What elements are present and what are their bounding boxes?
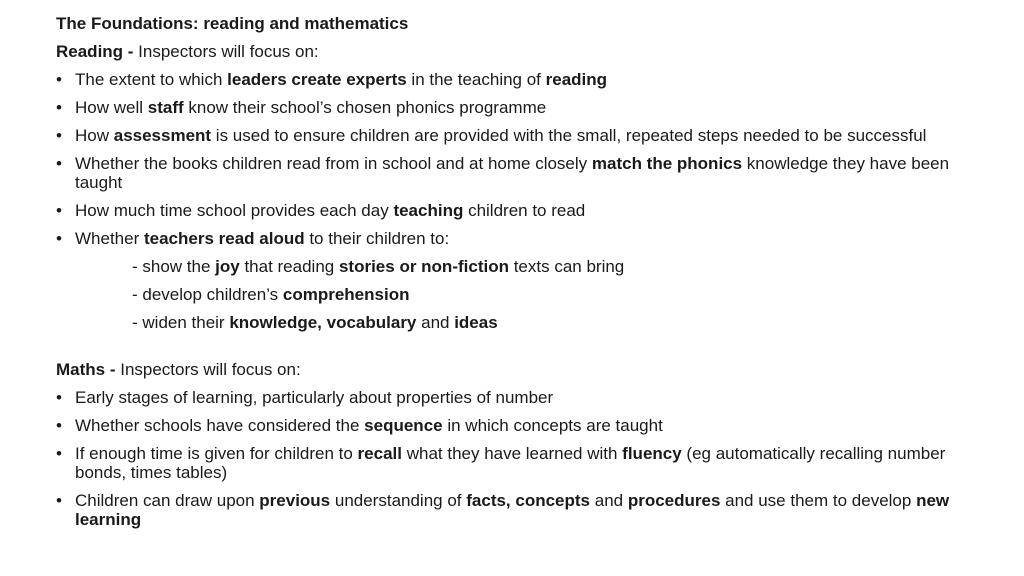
bold-text: reading bbox=[545, 70, 608, 89]
text-run: - widen their bbox=[132, 313, 230, 332]
reading-subitem-list bbox=[56, 257, 996, 332]
bold-text: previous bbox=[259, 491, 331, 510]
maths-heading: Maths - bbox=[56, 360, 116, 379]
text-run: (eg automatically recalling number bonds, times tables) bbox=[75, 444, 946, 482]
text-run: How bbox=[75, 126, 114, 145]
text-run: children to read bbox=[463, 201, 586, 220]
bold-text: leaders create experts bbox=[227, 70, 407, 89]
text-run: - develop children’s bbox=[132, 285, 283, 304]
bold-text: procedures bbox=[627, 491, 721, 510]
text-run: texts can bring bbox=[508, 257, 625, 276]
maths-bullet-item bbox=[56, 388, 996, 407]
bold-text: teaching bbox=[393, 201, 464, 220]
bold-text: new learning bbox=[75, 491, 950, 529]
reading-heading: Reading - bbox=[56, 42, 134, 61]
text-run: to their children to: bbox=[304, 229, 450, 248]
reading-bullet-item bbox=[56, 98, 996, 117]
bold-text: facts, concepts bbox=[466, 491, 591, 510]
reading-bullet-item bbox=[56, 70, 996, 89]
reading-bullet-item bbox=[56, 126, 996, 145]
reading-bullet-item bbox=[56, 201, 996, 220]
text-run: in which concepts are taught bbox=[442, 416, 663, 435]
reading-subitem bbox=[56, 313, 996, 332]
text-run: The extent to which bbox=[75, 70, 228, 89]
reading-intro: Inspectors will focus on: bbox=[133, 42, 319, 61]
text-run: and bbox=[416, 313, 455, 332]
text-run: If enough time is given for children to bbox=[75, 444, 358, 463]
text-run: Whether schools have considered the bbox=[75, 416, 365, 435]
bold-text: comprehension bbox=[282, 285, 410, 304]
section-gap bbox=[56, 332, 996, 360]
text-run: and bbox=[590, 491, 628, 510]
maths-bullet-item bbox=[56, 416, 996, 435]
text-run: knowledge they have been taught bbox=[75, 154, 950, 192]
bold-text: ideas bbox=[454, 313, 498, 332]
maths-bullet-list bbox=[56, 388, 996, 529]
bold-text: recall bbox=[357, 444, 402, 463]
reading-subitem bbox=[56, 285, 996, 304]
bold-text: assessment bbox=[113, 126, 212, 145]
text-run: know their school’s chosen phonics programme bbox=[183, 98, 547, 117]
bold-text: match the phonics bbox=[591, 154, 743, 173]
maths-heading-line bbox=[56, 360, 996, 379]
reading-bullet-list bbox=[56, 70, 996, 248]
reading-bullet-item bbox=[56, 154, 996, 192]
text-run: what they have learned with bbox=[401, 444, 623, 463]
reading-heading-line bbox=[56, 42, 996, 61]
text-run: that reading bbox=[239, 257, 339, 276]
text-run: understanding of bbox=[330, 491, 467, 510]
bold-text: knowledge, vocabulary bbox=[229, 313, 417, 332]
bold-text: sequence bbox=[364, 416, 443, 435]
bold-text: teachers read aloud bbox=[143, 229, 305, 248]
reading-subitem bbox=[56, 257, 996, 276]
text-run: Whether bbox=[75, 229, 144, 248]
bold-text: fluency bbox=[622, 444, 682, 463]
bold-text: staff bbox=[147, 98, 184, 117]
maths-intro: Inspectors will focus on: bbox=[115, 360, 301, 379]
text-run: How well bbox=[75, 98, 148, 117]
slide-content bbox=[56, 14, 996, 529]
text-run: and use them to develop bbox=[720, 491, 917, 510]
slide-title: The Foundations: reading and mathematics bbox=[56, 14, 409, 33]
text-run: is used to ensure children are provided with the small, repeated steps needed to be successful bbox=[211, 126, 927, 145]
text-run: in the teaching of bbox=[406, 70, 546, 89]
text-run: How much time school provides each day bbox=[75, 201, 394, 220]
text-run: Early stages of learning, particularly about properties of number bbox=[75, 388, 554, 407]
maths-bullet-item bbox=[56, 444, 996, 482]
bold-text: stories or non-fiction bbox=[338, 257, 509, 276]
text-run: - show the bbox=[132, 257, 216, 276]
text-run: Whether the books children read from in school and at home closely bbox=[75, 154, 592, 173]
reading-bullet-item bbox=[56, 229, 996, 248]
text-run: Children can draw upon bbox=[75, 491, 260, 510]
bold-text: joy bbox=[215, 257, 240, 276]
maths-bullet-item bbox=[56, 491, 996, 529]
